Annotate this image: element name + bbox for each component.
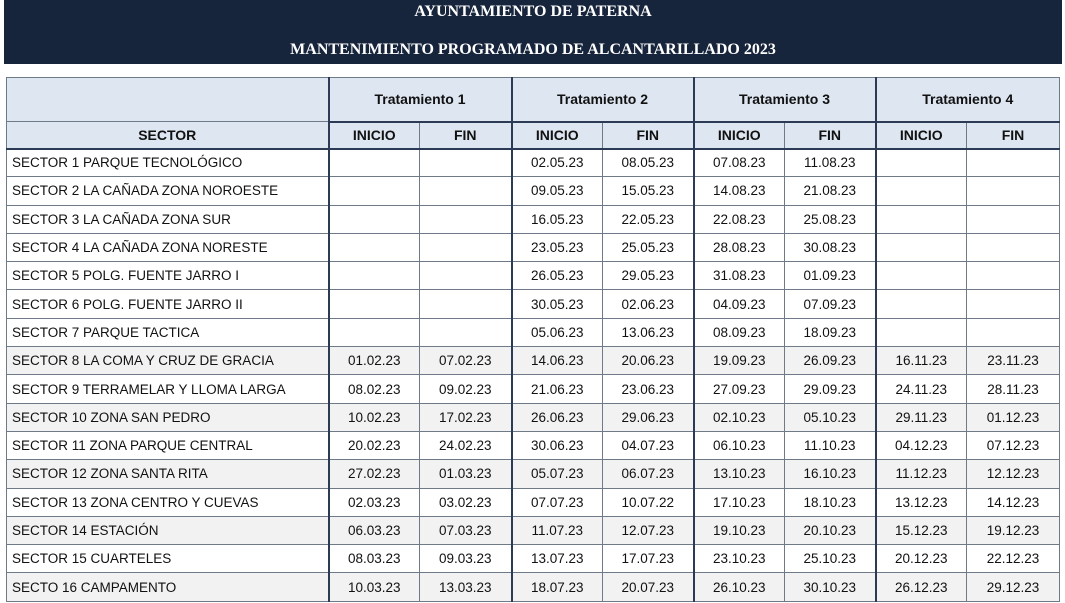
sector-name-cell: SECTOR 8 LA COMA Y CRUZ DE GRACIA — [7, 347, 329, 375]
end-date-cell: 07.12.23 — [967, 431, 1060, 459]
start-date-cell: 24.11.23 — [876, 375, 967, 403]
sector-name-cell: SECTOR 15 CUARTELES — [7, 545, 329, 573]
end-date-cell: 10.07.22 — [603, 488, 694, 516]
end-date-cell: 30.08.23 — [785, 233, 876, 261]
start-date-cell: 13.10.23 — [694, 460, 785, 488]
page-title: AYUNTAMIENTO DE PATERNA — [414, 3, 652, 20]
sector-name-cell: SECTOR 10 ZONA SAN PEDRO — [7, 403, 329, 431]
start-date-cell: 19.09.23 — [694, 347, 785, 375]
table-row — [7, 375, 1060, 403]
start-column-header: INICIO — [694, 122, 785, 149]
end-date-cell: 19.12.23 — [967, 516, 1060, 544]
end-date-cell — [420, 205, 512, 233]
start-date-cell: 16.11.23 — [876, 347, 967, 375]
table-row — [7, 262, 1060, 290]
end-column-header: FIN — [603, 122, 694, 149]
end-date-cell: 22.05.23 — [603, 205, 694, 233]
start-date-cell — [876, 262, 967, 290]
end-date-cell — [967, 262, 1060, 290]
start-date-cell: 26.06.23 — [512, 403, 603, 431]
end-date-cell: 04.07.23 — [603, 431, 694, 459]
end-date-cell: 16.10.23 — [785, 460, 876, 488]
start-date-cell — [329, 318, 420, 346]
start-date-cell: 04.12.23 — [876, 431, 967, 459]
sector-name-cell: SECTOR 7 PARQUE TACTICA — [7, 318, 329, 346]
start-date-cell: 07.07.23 — [512, 488, 603, 516]
start-column-header: INICIO — [876, 122, 967, 149]
start-date-cell: 27.09.23 — [694, 375, 785, 403]
end-column-header: FIN — [967, 122, 1060, 149]
end-date-cell: 07.02.23 — [420, 347, 512, 375]
table-row — [7, 403, 1060, 431]
start-date-cell: 14.06.23 — [512, 347, 603, 375]
start-date-cell: 13.07.23 — [512, 545, 603, 573]
end-column-header: FIN — [785, 122, 876, 149]
sector-name-cell: SECTOR 12 ZONA SANTA RITA — [7, 460, 329, 488]
start-date-cell: 04.09.23 — [694, 290, 785, 318]
end-date-cell: 02.06.23 — [603, 290, 694, 318]
table-row — [7, 233, 1060, 261]
start-date-cell — [329, 262, 420, 290]
schedule-body — [7, 149, 1060, 602]
end-date-cell: 11.08.23 — [785, 149, 876, 177]
start-date-cell — [876, 205, 967, 233]
start-date-cell — [329, 149, 420, 177]
start-date-cell: 02.05.23 — [512, 149, 603, 177]
sector-column-header: SECTOR — [7, 122, 329, 149]
start-date-cell: 02.03.23 — [329, 488, 420, 516]
start-date-cell: 13.12.23 — [876, 488, 967, 516]
end-date-cell: 26.09.23 — [785, 347, 876, 375]
start-date-cell: 11.07.23 — [512, 516, 603, 544]
sector-name-cell: SECTOR 3 LA CAÑADA ZONA SUR — [7, 205, 329, 233]
end-date-cell: 29.12.23 — [967, 573, 1060, 601]
treatment-header-row — [7, 78, 1060, 122]
start-date-cell: 26.10.23 — [694, 573, 785, 601]
start-date-cell: 31.08.23 — [694, 262, 785, 290]
start-column-header: INICIO — [512, 122, 603, 149]
start-date-cell: 10.02.23 — [329, 403, 420, 431]
end-date-cell: 01.03.23 — [420, 460, 512, 488]
schedule-table — [6, 77, 1060, 602]
end-date-cell: 01.12.23 — [967, 403, 1060, 431]
start-date-cell: 26.05.23 — [512, 262, 603, 290]
start-date-cell: 14.08.23 — [694, 177, 785, 205]
treatment-header: Tratamiento 3 — [694, 78, 876, 122]
start-date-cell: 21.06.23 — [512, 375, 603, 403]
start-date-cell: 26.12.23 — [876, 573, 967, 601]
end-date-cell: 17.02.23 — [420, 403, 512, 431]
start-date-cell: 17.10.23 — [694, 488, 785, 516]
start-date-cell: 09.05.23 — [512, 177, 603, 205]
table-row — [7, 431, 1060, 459]
start-date-cell: 30.05.23 — [512, 290, 603, 318]
end-date-cell — [420, 149, 512, 177]
end-date-cell: 29.09.23 — [785, 375, 876, 403]
end-date-cell: 22.12.23 — [967, 545, 1060, 573]
sector-name-cell: SECTOR 6 POLG. FUENTE JARRO II — [7, 290, 329, 318]
sector-name-cell: SECTOR 14 ESTACIÓN — [7, 516, 329, 544]
start-date-cell: 23.05.23 — [512, 233, 603, 261]
sector-name-cell: SECTOR 2 LA CAÑADA ZONA NOROESTE — [7, 177, 329, 205]
end-date-cell: 24.02.23 — [420, 431, 512, 459]
start-date-cell: 16.05.23 — [512, 205, 603, 233]
start-date-cell: 29.11.23 — [876, 403, 967, 431]
start-date-cell: 02.10.23 — [694, 403, 785, 431]
table-row — [7, 318, 1060, 346]
end-date-cell: 20.06.23 — [603, 347, 694, 375]
end-date-cell — [967, 290, 1060, 318]
sector-name-cell: SECTO 16 CAMPAMENTO — [7, 573, 329, 601]
start-column-header: INICIO — [329, 122, 420, 149]
sector-name-cell: SECTOR 9 TERRAMELAR Y LLOMA LARGA — [7, 375, 329, 403]
treatment-header: Tratamiento 1 — [329, 78, 512, 122]
end-date-cell: 20.07.23 — [603, 573, 694, 601]
table-row — [7, 545, 1060, 573]
end-date-cell — [967, 149, 1060, 177]
start-date-cell: 23.10.23 — [694, 545, 785, 573]
end-date-cell: 25.05.23 — [603, 233, 694, 261]
end-date-cell — [967, 233, 1060, 261]
end-date-cell: 12.12.23 — [967, 460, 1060, 488]
end-date-cell: 15.05.23 — [603, 177, 694, 205]
end-date-cell: 25.10.23 — [785, 545, 876, 573]
end-date-cell: 03.02.23 — [420, 488, 512, 516]
start-date-cell — [876, 318, 967, 346]
start-date-cell — [329, 290, 420, 318]
start-date-cell — [876, 233, 967, 261]
page-subtitle: MANTENIMIENTO PROGRAMADO DE ALCANTARILLADO 2023 — [290, 41, 776, 58]
end-date-cell: 29.05.23 — [603, 262, 694, 290]
sector-name-cell: SECTOR 11 ZONA PARQUE CENTRAL — [7, 431, 329, 459]
start-date-cell: 05.06.23 — [512, 318, 603, 346]
start-date-cell — [876, 149, 967, 177]
start-date-cell: 06.10.23 — [694, 431, 785, 459]
start-date-cell: 20.02.23 — [329, 431, 420, 459]
sector-name-cell: SECTOR 5 POLG. FUENTE JARRO I — [7, 262, 329, 290]
start-date-cell — [329, 177, 420, 205]
start-date-cell — [329, 205, 420, 233]
end-date-cell — [967, 205, 1060, 233]
treatment-header: Tratamiento 4 — [876, 78, 1060, 122]
end-date-cell: 23.06.23 — [603, 375, 694, 403]
end-date-cell: 29.06.23 — [603, 403, 694, 431]
start-date-cell — [876, 177, 967, 205]
end-date-cell: 30.10.23 — [785, 573, 876, 601]
end-date-cell — [967, 177, 1060, 205]
end-date-cell — [420, 290, 512, 318]
start-date-cell: 10.03.23 — [329, 573, 420, 601]
start-date-cell: 27.02.23 — [329, 460, 420, 488]
sector-name-cell: SECTOR 13 ZONA CENTRO Y CUEVAS — [7, 488, 329, 516]
start-date-cell: 28.08.23 — [694, 233, 785, 261]
end-date-cell — [420, 177, 512, 205]
start-date-cell: 15.12.23 — [876, 516, 967, 544]
end-date-cell: 09.02.23 — [420, 375, 512, 403]
column-header-row — [7, 122, 1060, 149]
end-date-cell — [420, 318, 512, 346]
end-date-cell: 07.03.23 — [420, 516, 512, 544]
start-date-cell: 08.02.23 — [329, 375, 420, 403]
start-date-cell — [329, 233, 420, 261]
start-date-cell — [876, 290, 967, 318]
table-row — [7, 177, 1060, 205]
table-row — [7, 488, 1060, 516]
end-date-cell: 18.09.23 — [785, 318, 876, 346]
start-date-cell: 08.09.23 — [694, 318, 785, 346]
end-date-cell: 09.03.23 — [420, 545, 512, 573]
start-date-cell: 20.12.23 — [876, 545, 967, 573]
start-date-cell: 05.07.23 — [512, 460, 603, 488]
sector-name-cell: SECTOR 1 PARQUE TECNOLÓGICO — [7, 149, 329, 177]
end-date-cell: 25.08.23 — [785, 205, 876, 233]
end-date-cell: 28.11.23 — [967, 375, 1060, 403]
treatment-header: Tratamiento 2 — [512, 78, 694, 122]
start-date-cell: 22.08.23 — [694, 205, 785, 233]
table-row — [7, 149, 1060, 177]
start-date-cell: 08.03.23 — [329, 545, 420, 573]
end-date-cell: 23.11.23 — [967, 347, 1060, 375]
end-date-cell — [420, 233, 512, 261]
end-date-cell: 14.12.23 — [967, 488, 1060, 516]
end-date-cell: 05.10.23 — [785, 403, 876, 431]
end-column-header: FIN — [420, 122, 512, 149]
start-date-cell: 01.02.23 — [329, 347, 420, 375]
end-date-cell: 01.09.23 — [785, 262, 876, 290]
table-row — [7, 516, 1060, 544]
table-row — [7, 460, 1060, 488]
start-date-cell: 18.07.23 — [512, 573, 603, 601]
table-row — [7, 347, 1060, 375]
end-date-cell: 21.08.23 — [785, 177, 876, 205]
table-row — [7, 573, 1060, 601]
end-date-cell — [967, 318, 1060, 346]
corner-cell — [7, 78, 329, 122]
end-date-cell — [420, 262, 512, 290]
end-date-cell: 07.09.23 — [785, 290, 876, 318]
start-date-cell: 19.10.23 — [694, 516, 785, 544]
table-row — [7, 205, 1060, 233]
start-date-cell: 07.08.23 — [694, 149, 785, 177]
start-date-cell: 30.06.23 — [512, 431, 603, 459]
header-banner — [4, 0, 1062, 64]
start-date-cell: 11.12.23 — [876, 460, 967, 488]
end-date-cell: 18.10.23 — [785, 488, 876, 516]
end-date-cell: 06.07.23 — [603, 460, 694, 488]
end-date-cell: 08.05.23 — [603, 149, 694, 177]
sector-name-cell: SECTOR 4 LA CAÑADA ZONA NORESTE — [7, 233, 329, 261]
end-date-cell: 13.03.23 — [420, 573, 512, 601]
end-date-cell: 11.10.23 — [785, 431, 876, 459]
end-date-cell: 17.07.23 — [603, 545, 694, 573]
start-date-cell: 06.03.23 — [329, 516, 420, 544]
end-date-cell: 12.07.23 — [603, 516, 694, 544]
end-date-cell: 13.06.23 — [603, 318, 694, 346]
end-date-cell: 20.10.23 — [785, 516, 876, 544]
table-row — [7, 290, 1060, 318]
